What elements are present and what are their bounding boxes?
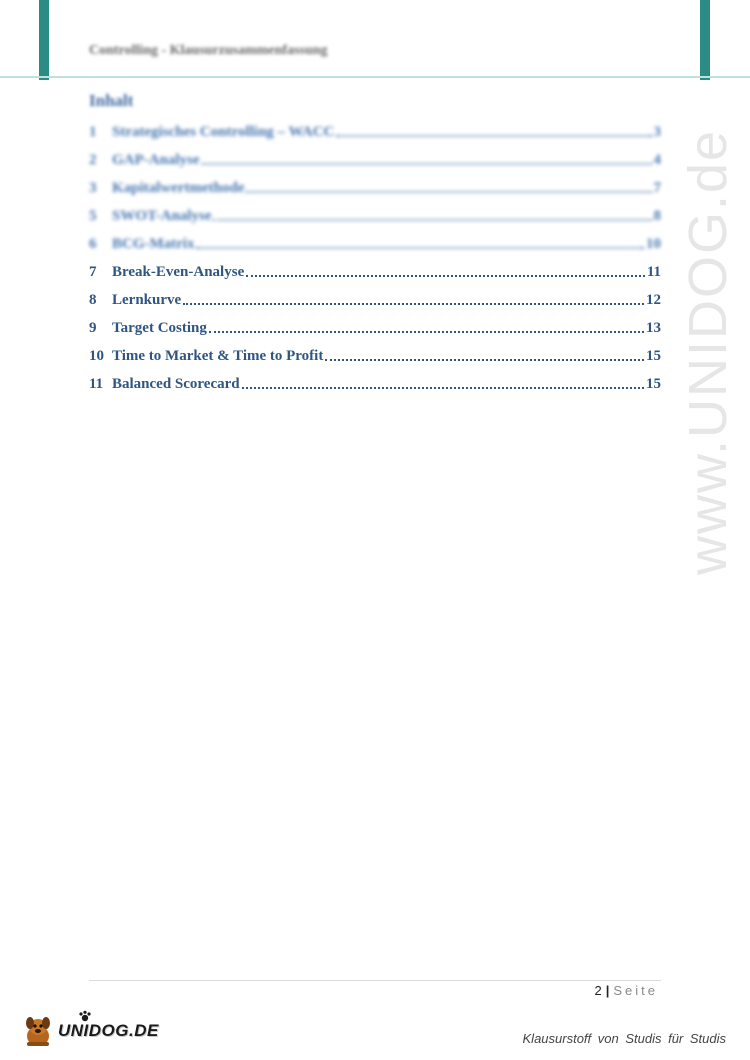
toc-entry-page: 15 xyxy=(646,376,661,392)
dog-mascot-icon xyxy=(22,1014,54,1048)
toc-entry-title: Kapitalwertmethode xyxy=(112,180,245,196)
toc-entry-page: 4 xyxy=(653,152,661,168)
toc-leader-dots xyxy=(336,134,651,137)
document-header-title: Controlling - Klausurzusammenfassung xyxy=(89,43,328,58)
toc-entry-number: 10 xyxy=(89,348,104,364)
toc-leader-dots xyxy=(213,218,651,221)
toc-entry-title: Balanced Scorecard xyxy=(112,376,240,392)
toc-entry-title: Lernkurve xyxy=(112,292,182,308)
header-tab-left xyxy=(39,0,49,80)
toc-leader-dots xyxy=(246,274,645,277)
toc-entry-title: Strategisches Controlling – WACC xyxy=(112,124,335,140)
toc-entry-number: 9 xyxy=(89,320,97,336)
toc-entry-title: Break-Even-Analyse xyxy=(112,264,245,280)
toc-entry[interactable] xyxy=(89,118,661,146)
toc-leader-dots xyxy=(196,246,644,249)
toc-entry[interactable] xyxy=(89,230,661,258)
header-tab-right xyxy=(700,0,710,80)
toc-leader-dots xyxy=(325,358,644,361)
toc-entry[interactable] xyxy=(89,146,661,174)
toc-entry-number: 6 xyxy=(89,236,97,252)
toc-entry-page: 7 xyxy=(653,180,661,196)
logo-wordmark: UNIDOG.DE xyxy=(58,1021,159,1040)
toc-entry[interactable] xyxy=(89,174,661,202)
footer-rule xyxy=(89,980,661,981)
toc-entry-page: 8 xyxy=(653,208,661,224)
toc-entry[interactable] xyxy=(89,370,661,398)
toc-entry[interactable] xyxy=(89,202,661,230)
header-rule xyxy=(0,76,750,78)
paw-print-icon xyxy=(78,1009,92,1023)
toc-entry-title: Target Costing xyxy=(112,320,207,336)
toc-entry-page: 3 xyxy=(653,124,661,140)
toc-entry[interactable] xyxy=(89,286,661,314)
toc-entry-title: Time to Market & Time to Profit xyxy=(112,348,324,364)
toc-leader-dots xyxy=(202,162,652,165)
footer-tagline: Klausurstoff von Studis für Studis xyxy=(522,1031,726,1046)
watermark-text: www.UNIDOG.de xyxy=(678,128,738,575)
toc-leader-dots xyxy=(209,330,644,333)
toc-entry-page: 10 xyxy=(646,236,661,252)
toc-entry-number: 8 xyxy=(89,292,97,308)
toc-entry[interactable] xyxy=(89,342,661,370)
toc-entry-page: 12 xyxy=(646,292,661,308)
toc-entry[interactable] xyxy=(89,258,661,286)
toc-entry-title: SWOT-Analyse xyxy=(112,208,212,224)
table-of-contents xyxy=(89,118,661,398)
toc-entry-number: 11 xyxy=(89,376,104,392)
toc-entry-number: 2 xyxy=(89,152,97,168)
toc-leader-dots xyxy=(183,302,644,305)
toc-entry-page: 15 xyxy=(646,348,661,364)
toc-heading: Inhalt xyxy=(89,91,134,110)
toc-entry-number: 3 xyxy=(89,180,97,196)
toc-entry-number: 5 xyxy=(89,208,97,224)
page-word: Seite xyxy=(613,983,658,998)
page-number-value: 2 xyxy=(594,983,602,998)
toc-leader-dots xyxy=(242,386,644,389)
toc-entry-number: 7 xyxy=(89,264,97,280)
toc-entry-title: BCG-Matrix xyxy=(112,236,195,252)
toc-entry-number: 1 xyxy=(89,124,97,140)
page-number xyxy=(594,983,658,998)
toc-entry[interactable] xyxy=(89,314,661,342)
toc-entry-page: 11 xyxy=(646,264,661,280)
toc-leader-dots xyxy=(246,190,651,193)
unidog-logo[interactable] xyxy=(22,1013,159,1049)
toc-entry-title: GAP-Analyse xyxy=(112,152,200,168)
toc-entry-page: 13 xyxy=(646,320,661,336)
page-number-separator: | xyxy=(605,983,610,998)
